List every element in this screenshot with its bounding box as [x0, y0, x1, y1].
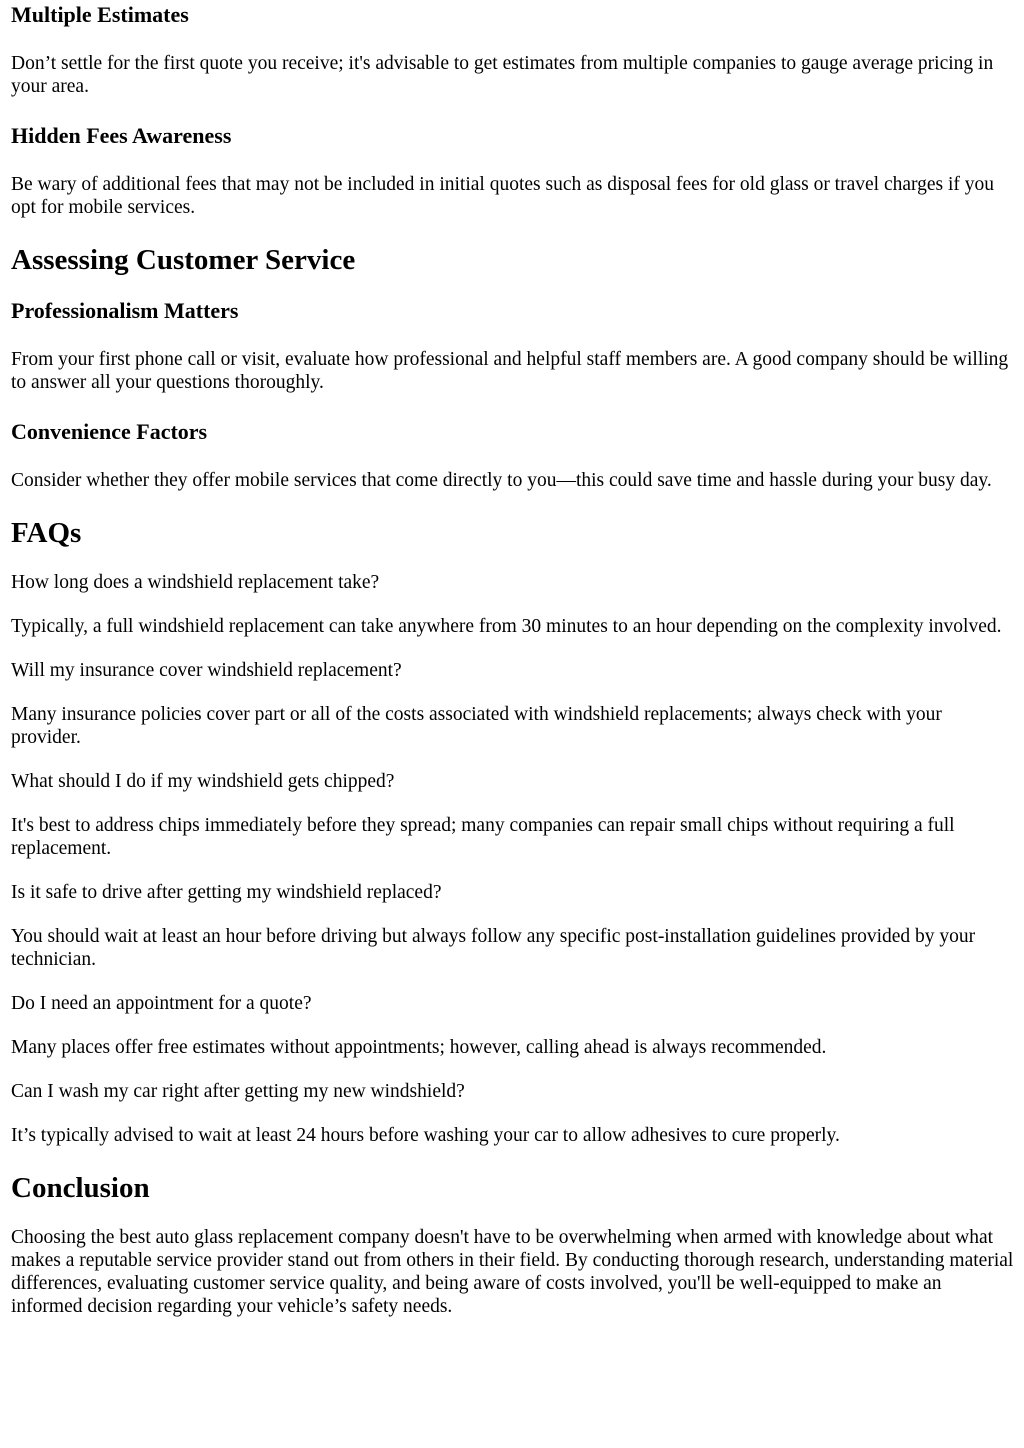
- paragraph-conclusion: Choosing the best auto glass replacement company doesn't have to be overwhelming when armed with knowledge about what makes a reputable service provider stand out from others in their field. By conducting thorough research, understanding material differences, evaluating customer service quality, and being aware of costs involved, you'll be well-equipped to make an informed decision regarding your vehicle’s safety needs.: [11, 1227, 1014, 1317]
- heading-convenience: Convenience Factors: [11, 419, 208, 444]
- paragraph-multiple-estimates: Don’t settle for the first quote you receive; it's advisable to get estimates from multiple companies to gauge average pricing in your area.: [11, 53, 994, 97]
- faq-answer: Many insurance policies cover part or all of the costs associated with windshield replacements; always check with your provider.: [11, 704, 942, 748]
- heading-multiple-estimates: Multiple Estimates: [11, 2, 189, 27]
- faq-question: Do I need an appointment for a quote?: [11, 993, 312, 1014]
- faq-answer: Many places offer free estimates without appointments; however, calling ahead is always recommended.: [11, 1037, 827, 1058]
- faq-answer: It's best to address chips immediately before they spread; many companies can repair small chips without requiring a full replacement.: [11, 815, 955, 859]
- paragraph-hidden-fees: Be wary of additional fees that may not be included in initial quotes such as disposal fees for old glass or travel charges if you opt for mobile services.: [11, 174, 995, 218]
- faq-question: Is it safe to drive after getting my windshield replaced?: [11, 882, 442, 903]
- paragraph-professionalism: From your first phone call or visit, evaluate how professional and helpful staff members are. A good company should be willing to answer all your questions thoroughly.: [11, 349, 1009, 393]
- heading-hidden-fees: Hidden Fees Awareness: [11, 123, 232, 148]
- heading-professionalism: Professionalism Matters: [11, 298, 239, 323]
- paragraph-convenience: Consider whether they offer mobile services that come directly to you—this could save time and hassle during your busy day.: [11, 470, 992, 491]
- heading-faqs: FAQs: [11, 517, 82, 549]
- faq-question: Will my insurance cover windshield replacement?: [11, 660, 402, 681]
- faq-answer: You should wait at least an hour before driving but always follow any specific post-installation guidelines provided by your technician.: [11, 926, 976, 970]
- heading-assessing-customer-service: Assessing Customer Service: [11, 244, 356, 276]
- heading-conclusion: Conclusion: [11, 1172, 150, 1204]
- faq-answer: It’s typically advised to wait at least 24 hours before washing your car to allow adhesives to cure properly.: [11, 1125, 840, 1146]
- faq-question: Can I wash my car right after getting my new windshield?: [11, 1081, 465, 1102]
- faq-question: How long does a windshield replacement take?: [11, 572, 380, 593]
- faq-answer: Typically, a full windshield replacement can take anywhere from 30 minutes to an hour depending on the complexity involved.: [11, 616, 1002, 637]
- faq-question: What should I do if my windshield gets chipped?: [11, 771, 395, 792]
- article-content: [0, 2, 1024, 1318]
